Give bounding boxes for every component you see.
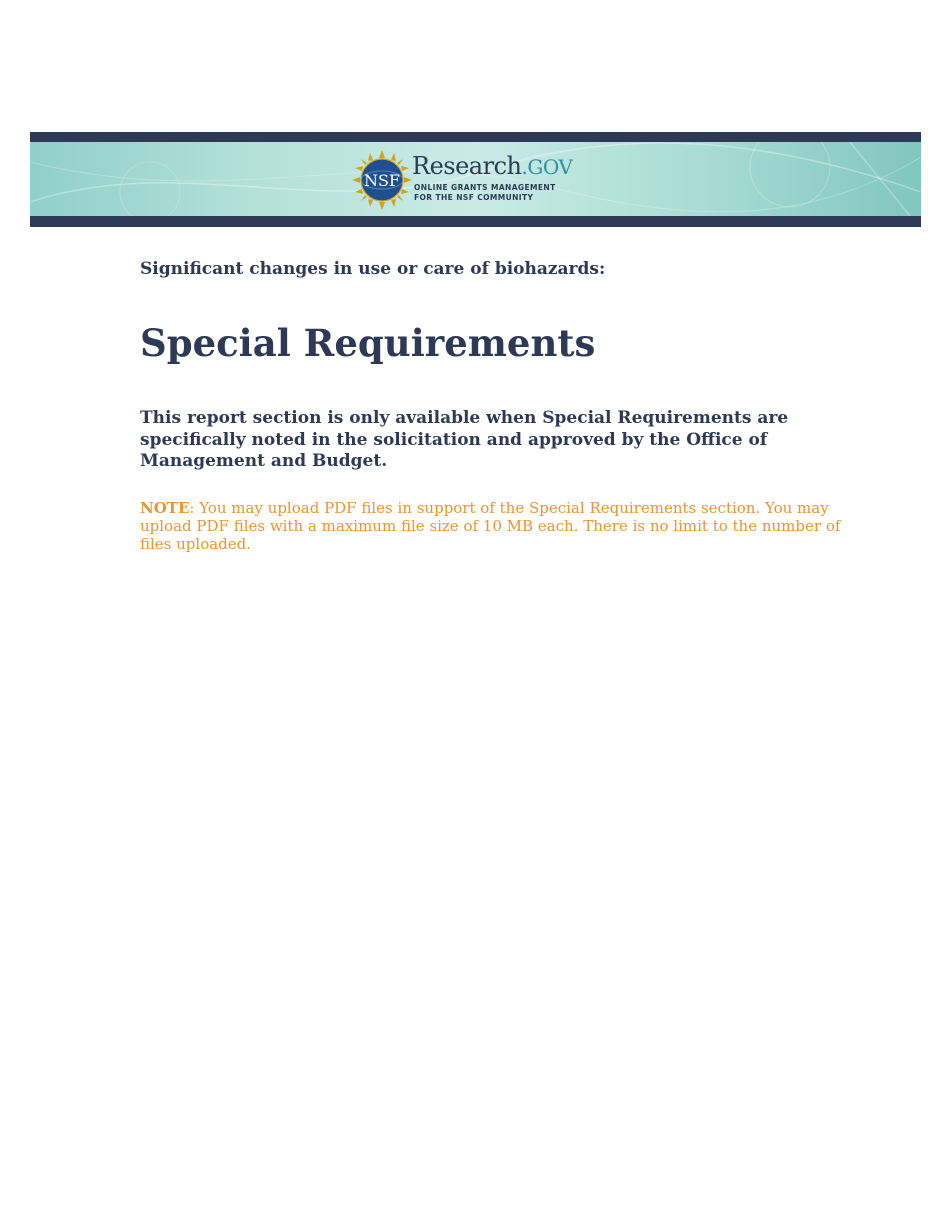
brand-name <box>412 152 572 181</box>
note-text <box>140 499 870 553</box>
brand-tagline-line1: ONLINE GRANTS MANAGEMENT <box>414 183 556 192</box>
logo-text: NSF <box>363 171 401 190</box>
nsf-logo-icon <box>352 150 412 210</box>
main-content <box>140 258 870 553</box>
banner-band <box>30 142 921 216</box>
header-banner <box>30 132 921 227</box>
intro-text: This report section is only available when Special Requirements are specifically noted in the solicitation and approved by the Office of Management and Budget. <box>140 408 789 471</box>
page-title: Special Requirements <box>140 321 596 365</box>
brand-name-suffix: .GOV <box>521 155 573 179</box>
section-label: Significant changes in use or care of biohazards: <box>140 259 606 279</box>
note-label: NOTE <box>140 499 190 517</box>
brand-tagline-line2: FOR THE NSF COMMUNITY <box>414 192 534 202</box>
note-body: : You may upload PDF files in support of the Special Requirements section. You may upload PDF files with a maximum file size of 10 MB each. There is no limit to the number of files uploaded. <box>140 499 841 553</box>
brand-tagline <box>414 183 556 202</box>
brand-name-main: Research <box>412 152 522 180</box>
